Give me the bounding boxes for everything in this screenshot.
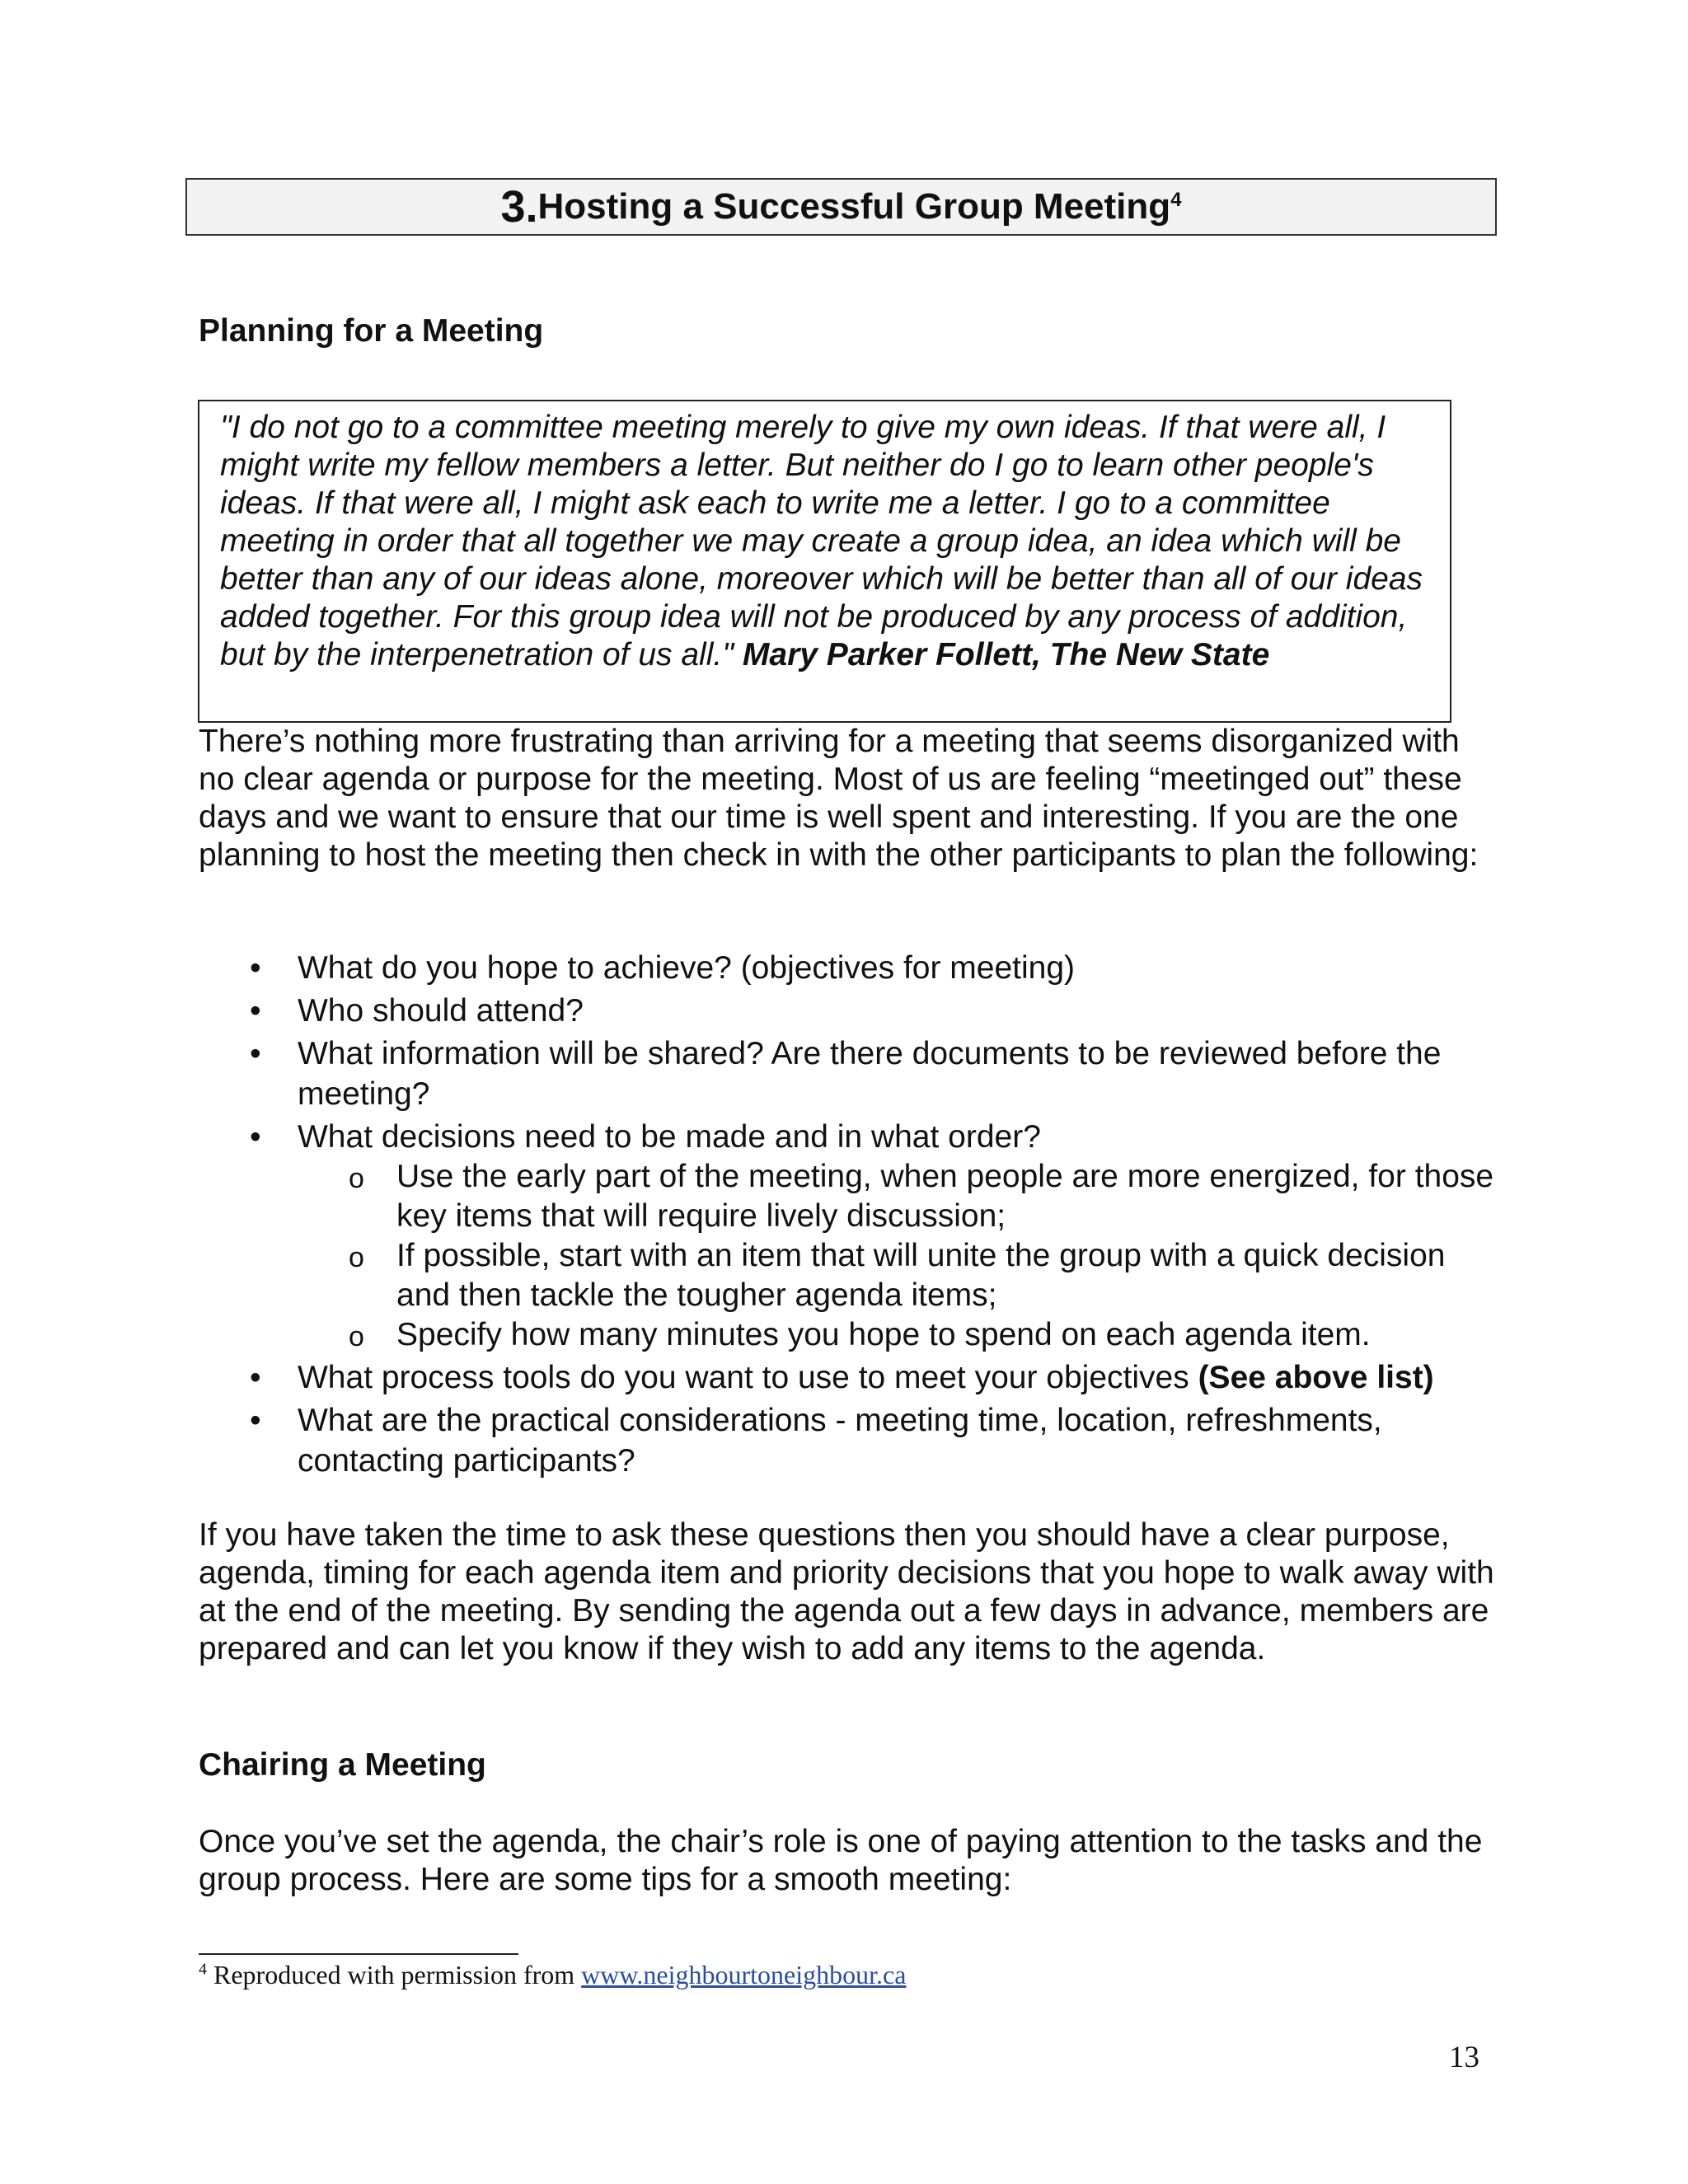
list-item: • What process tools do you want to use to meet your objectives (See above list) <box>199 1357 1497 1398</box>
bullet-icon: • <box>250 1360 261 1395</box>
planning-closing-paragraph: If you have taken the time to ask these questions then you should have a clear purpose, agenda, timing for each agenda item and priority decisions that you hope to walk away with at the end of the meeting. By sending the agenda out a few days in advance, members are prepared and can let you know if they wish to add any items to the agenda. <box>199 1517 1494 1666</box>
decision-sub-list <box>298 1157 1497 1355</box>
circle-bullet-icon: o <box>349 1163 364 1194</box>
footnote-link[interactable]: www.neighbourtoneighbour.ca <box>581 1960 907 1990</box>
quote-text: "I do not go to a committee meeting merely to give my own ideas. If that were all, I might write my fellow members a letter. But neither do I go to learn other people's ideas. If that were all, I might ask each to write me a letter. I go to a committee meeting in order that all together we may create a group idea, an idea which will be better than any of our ideas alone, moreover which will be better than all of our ideas added together. For this group idea will not be produced by any process of addition, but by the interpenetration of us all." <box>220 410 1423 673</box>
footnote-text: Reproduced with permission from <box>207 1960 582 1990</box>
see-above-list: (See above list) <box>1198 1360 1434 1395</box>
footnote-number: 4 <box>199 1960 207 1979</box>
planning-heading: Planning for a Meeting <box>199 313 544 349</box>
planning-intro-paragraph: There’s nothing more frustrating than arriving for a meeting that seems disorganized with no clear agenda or purpose for the meeting. Most of us are feeling “meetinged out” these days and we want to ensure that our time is well spent and interesting. If you are the one planning to host the meeting then check in with the other participants to plan the following: <box>199 724 1479 873</box>
chairing-intro-paragraph: Once you’ve set the agenda, the chair’s role is one of paying attention to the tasks and the group process. Here are some tips for a smooth meeting: <box>199 1824 1483 1897</box>
quote-attribution: Mary Parker Follett, The New State <box>742 637 1270 673</box>
sub-list-item: o Use the early part of the meeting, when people are more energized, for those key items that will require lively discussion; <box>349 1159 1494 1234</box>
sub-list-item: o Specify how many minutes you hope to spend on each agenda item. <box>298 1315 1497 1355</box>
bullet-icon: • <box>250 1036 261 1071</box>
list-item: • What do you hope to achieve? (objectives for meeting) <box>199 948 1497 988</box>
footnote-divider <box>199 1953 518 1955</box>
list-item: • What decisions need to be made and in what order? o Use the early part of the meeting, when people are more energized, for those key items that will require lively discussion; o If possible, start with an item that will unite the group with a quick decision and then tackle the tougher agenda items; o Specify how many minutes you hope to spend on each agenda item. <box>199 1117 1497 1355</box>
section-number: 3. <box>500 182 538 232</box>
section-title-text: Hosting a Successful Group Meeting <box>537 186 1171 227</box>
footnote <box>199 1960 906 1990</box>
bullet-icon: • <box>250 1119 261 1155</box>
list-item: • What are the practical considerations - meeting time, location, refreshments, contacting participants? <box>199 1400 1497 1481</box>
list-item: • What information will be shared? Are there documents to be reviewed before the meeting? <box>199 1033 1497 1114</box>
sub-list-item: o If possible, start with an item that will unite the group with a quick decision and then tackle the tougher agenda items; <box>349 1238 1446 1313</box>
bullet-icon: • <box>250 950 261 986</box>
quote-box <box>198 400 1451 723</box>
circle-bullet-icon: o <box>349 1242 364 1273</box>
title-footnote-ref[interactable]: 4 <box>1170 189 1182 211</box>
bullet-icon: • <box>250 1403 261 1438</box>
page-number: 13 <box>1449 2041 1479 2074</box>
circle-bullet-icon: o <box>349 1321 364 1352</box>
section-title <box>185 178 1497 236</box>
chairing-heading: Chairing a Meeting <box>199 1747 486 1783</box>
bullet-icon: • <box>250 993 261 1029</box>
planning-checklist <box>199 948 1497 1483</box>
list-item: • Who should attend? <box>199 991 1497 1031</box>
